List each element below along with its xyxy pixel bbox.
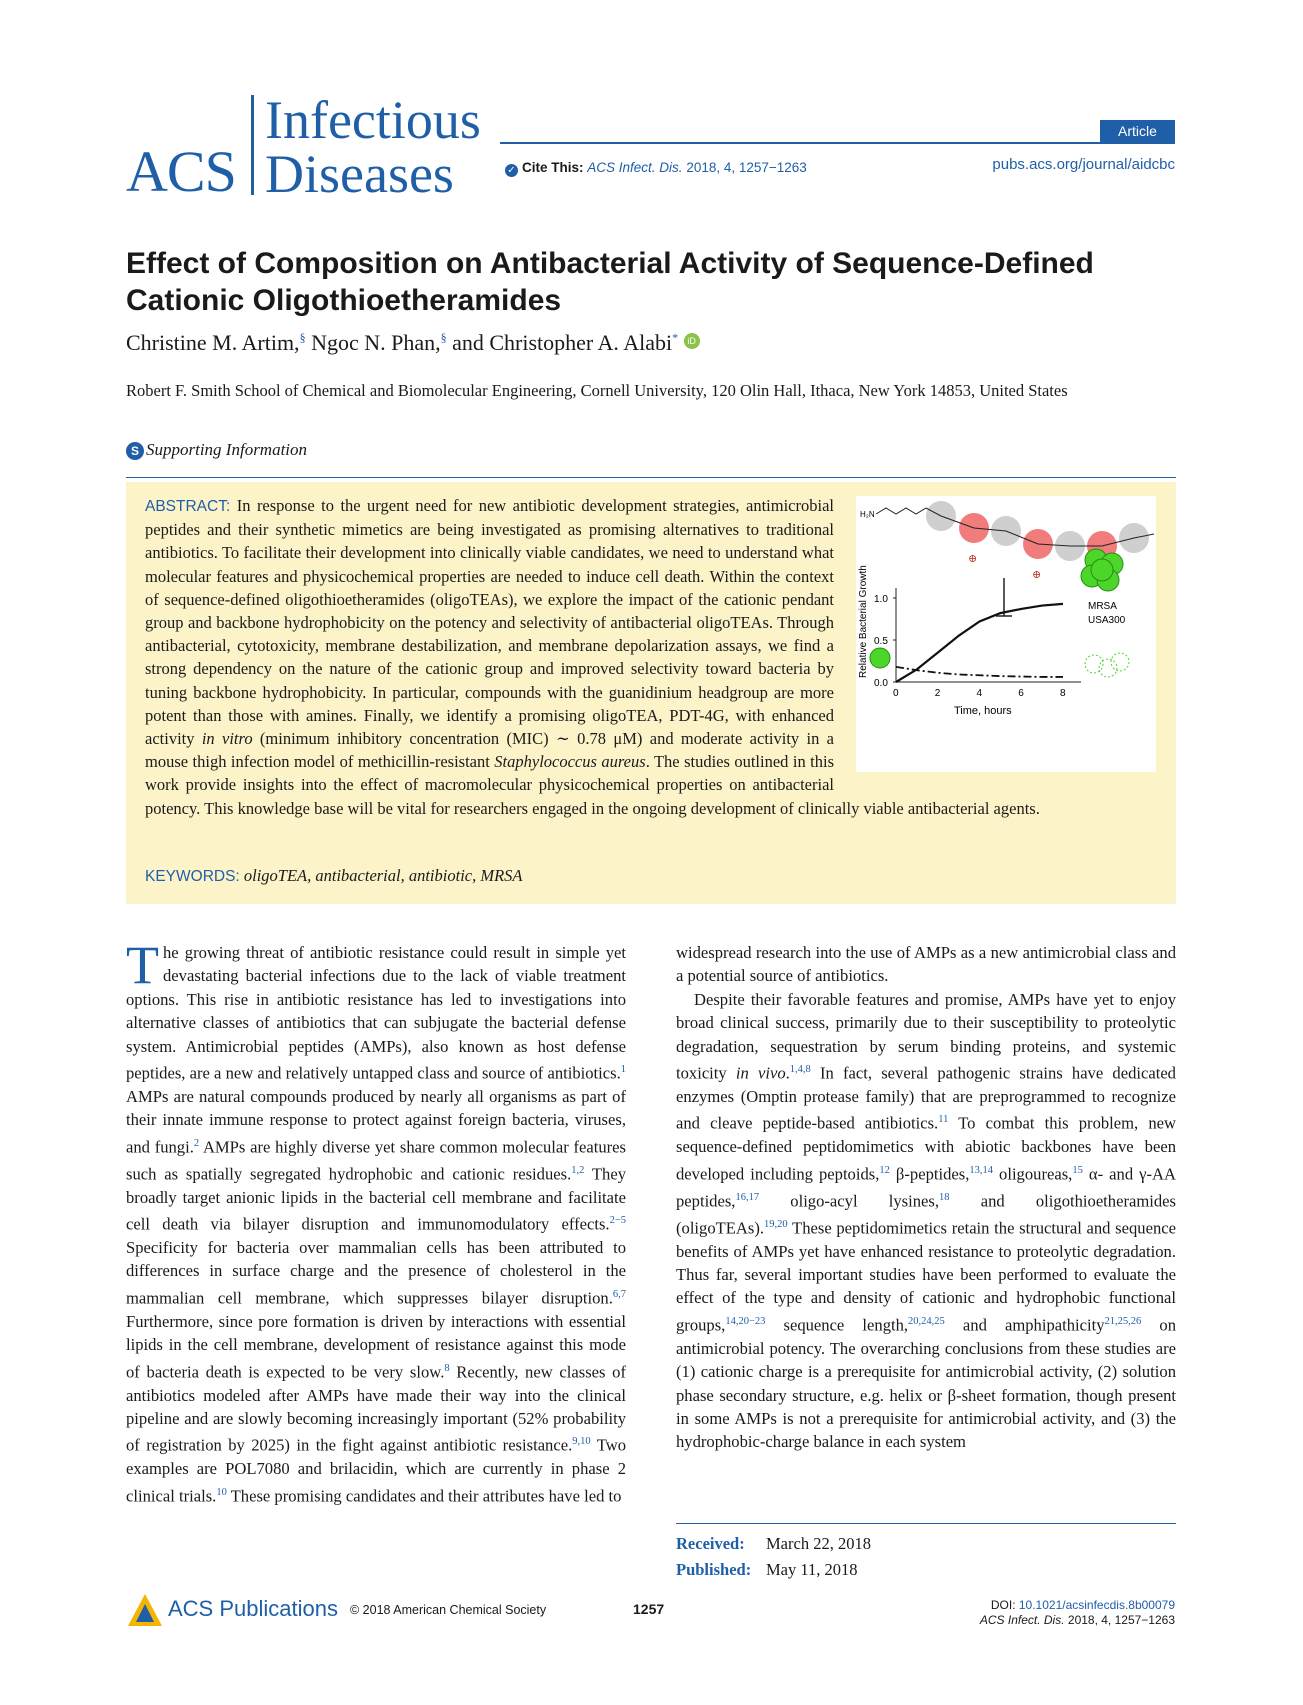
journal-logo-divider bbox=[251, 95, 254, 195]
text-run: sequence length, bbox=[765, 1315, 909, 1335]
toc-graphic-svg bbox=[856, 496, 1156, 772]
copyright: © 2018 American Chemical Society bbox=[350, 1603, 547, 1617]
citation-link[interactable]: 14,20−23 bbox=[725, 1315, 766, 1327]
journal-name-line2: Diseases bbox=[265, 144, 454, 204]
bacteria-cluster-treated bbox=[1085, 653, 1129, 677]
drop-cap: T bbox=[126, 935, 159, 995]
citation-link[interactable]: 20,24,25 bbox=[908, 1315, 945, 1327]
author-2[interactable]: Ngoc N. Phan, bbox=[305, 330, 441, 355]
abstract-part1: In response to the urgent need for new antibiotic development strategies, antimicrobial peptides and their synthetic mimetics are being investigated as promising alternatives to traditional antibiotics. To facilitate their development into clinically viable candidates, we need to understand what molecular features and physicochemical properties are needed to induce cell death. Within the context of sequence-defined oligothioetheramides (oligoTEAs), we explore the impact of the cationic pendant group and backbone hydrophobicity on the potency and selectivity of antibacterial oligoTEAs. Through antibacterial, cytotoxicity, membrane destabilization, and membrane depolarization assays, we find a strong dependency on the nature of the cationic group and improved selectivity toward bacteria by tuning backbone hydrophobicity. In particular, compounds with the guanidinium headgroup are more potent than those with amines. Finally, we identify a promising oligoTEA, PDT-4G, with enhanced activity bbox=[145, 496, 834, 749]
chart-x-tick-label: 8 bbox=[1060, 688, 1066, 699]
acs-logo-icon[interactable] bbox=[126, 1592, 164, 1634]
molecule-amine-label: H₂N bbox=[860, 510, 875, 519]
chart-x-tick-label: 4 bbox=[976, 688, 983, 699]
citation-link[interactable]: 9,10 bbox=[572, 1436, 591, 1448]
paragraph: widespread research into the use of AMPs as a new antimicrobial class and a potential source of antibiotics. bbox=[676, 943, 1176, 986]
section-rule bbox=[126, 477, 1176, 478]
molecule-backbone-1 bbox=[876, 508, 926, 514]
intro-paragraph bbox=[126, 935, 627, 1508]
chart-x-tick-label: 6 bbox=[1018, 688, 1024, 699]
text-run: oligo-acyl lysines, bbox=[759, 1191, 940, 1211]
abstract-label: ABSTRACT: bbox=[145, 498, 231, 515]
text-run: AMPs are highly diverse yet share common molecular features such as spatially segregated hydrophobic and cationic residues. bbox=[126, 1137, 626, 1184]
author-2-note[interactable]: § bbox=[440, 330, 447, 345]
text-run: Furthermore, since pore formation is driven by interactions with essential lipids in the cell membrane, development of resistance against this mode of bacteria death is expected to be very slow. bbox=[126, 1311, 626, 1382]
text-run: Two examples are POL7080 and brilacidin, which are currently in phase 2 clinical trials. bbox=[126, 1435, 626, 1506]
citation-link[interactable]: 2−5 bbox=[609, 1215, 626, 1227]
citation-link[interactable]: 16,17 bbox=[735, 1191, 760, 1203]
doi-label: DOI: bbox=[990, 1598, 1019, 1612]
text-run: Despite their favorable features and promise, AMPs have yet to enjoy broad clinical success, primarily due to their susceptibility to proteolytic degradation, sequestration by serum binding proteins, and systemic toxicity bbox=[676, 989, 1176, 1083]
text-run: and amphipathicity bbox=[944, 1315, 1105, 1335]
text-run: Recently, new classes of antibiotics modeled after AMPs have made their way into the clinical pipeline and are slowly becoming increasingly important (52% probability of registration by 2025) in the fight against antibiotic resistance. bbox=[126, 1362, 626, 1455]
citation-link[interactable]: 13,14 bbox=[969, 1164, 993, 1176]
chart-y-label: Relative Bacterial Growth bbox=[858, 565, 869, 678]
abstract-part3: . The studies outlined in this work provide insights into the effect of macromolecular physicochemical properties on antibacterial potency. This knowledge base will be vital for researchers engaged in the ongoing development of clinically viable antibacterial agents. bbox=[145, 752, 1040, 818]
published-value: May 11, 2018 bbox=[766, 1560, 858, 1579]
supporting-info-icon[interactable]: S bbox=[126, 442, 144, 460]
chart-x-label: Time, hours bbox=[954, 705, 1012, 717]
text-run: These peptidomimetics retain the structural and sequence benefits of AMPs yet have enhanced resistance to proteolytic degradation. Thus far, several important studies have been performed to evaluate the effect of the type and density of cationic and hydrophobic functional groups, bbox=[676, 1218, 1176, 1335]
header-rule bbox=[500, 142, 1175, 144]
citation-link[interactable]: 11 bbox=[938, 1114, 949, 1126]
corresponding-author-mark[interactable]: * bbox=[672, 330, 679, 345]
dates-rule bbox=[676, 1523, 1176, 1524]
citation-link[interactable]: 12 bbox=[879, 1164, 890, 1176]
chart-x-tick-label: 2 bbox=[934, 688, 941, 699]
text-run: These promising candidates and their attributes have led to bbox=[226, 1486, 622, 1506]
text-run: Specificity for bacteria over mammalian cells has been attributed to differences in surface charge and the presence of cholesterol in the mammalian cell membrane, which suppresses bilayer disruption. bbox=[126, 1238, 626, 1308]
text-run: on antimicrobial potency. The overarching conclusions from these studies are (1) cationic charge is a prerequisite for antimicrobial activity, (2) solution phase secondary structure, e.g. helix or β-sheet formation, though present in some AMPs is not a prerequisite for antimicrobial activity, and (3) the hydrophobic-charge balance in each system bbox=[676, 1315, 1176, 1452]
text-run: They broadly target anionic lipids in the bacterial cell membrane and facilitate cell death via bilayer disruption and immunomodulatory effects. bbox=[126, 1164, 627, 1234]
article-type-badge: Article bbox=[1100, 120, 1175, 142]
footer-doi bbox=[980, 1598, 1175, 1628]
chart-ticks bbox=[874, 594, 1066, 699]
chart-series-pdt-4g bbox=[896, 667, 1063, 677]
published-label: Published: bbox=[676, 1560, 752, 1579]
cite-details[interactable]: 2018, 4, 1257−1263 bbox=[686, 160, 807, 175]
text-run: β-peptides, bbox=[889, 1164, 970, 1184]
journal-logo-acs: ACS bbox=[126, 139, 236, 204]
text-run: To combat this problem, new sequence-defined peptidomimetics with abiotic backbones have been developed including peptoids, bbox=[676, 1113, 1176, 1184]
acs-publications-link[interactable]: ACS Publications bbox=[168, 1596, 338, 1621]
received-value: March 22, 2018 bbox=[766, 1534, 871, 1553]
cite-label: Cite This: bbox=[522, 160, 584, 175]
strain-id: USA300 bbox=[1088, 615, 1126, 626]
text-run: α- and γ-AA peptides, bbox=[676, 1164, 1177, 1211]
footer-citation-journal: ACS Infect. Dis. bbox=[979, 1613, 1065, 1627]
strain-label: MRSA bbox=[1088, 601, 1117, 612]
doi-link[interactable]: 10.1021/acsinfecdis.8b00079 bbox=[1018, 1598, 1175, 1612]
citation-link[interactable]: 6,7 bbox=[612, 1288, 626, 1300]
chart-y-tick-label: 0.5 bbox=[874, 636, 888, 647]
keywords-list: oligoTEA, antibacterial, antibiotic, MRSA bbox=[243, 866, 523, 885]
citation-link[interactable]: 18 bbox=[939, 1191, 950, 1203]
text-run-italic: in vivo bbox=[735, 1063, 786, 1083]
journal-name-line1: Infectious bbox=[265, 90, 481, 150]
citation-link[interactable]: 8 bbox=[444, 1362, 450, 1374]
citation-link[interactable]: 19,20 bbox=[764, 1218, 788, 1230]
chart-x-tick-label: 0 bbox=[893, 688, 899, 699]
body-column-left bbox=[126, 935, 627, 1508]
text-run: he growing threat of antibiotic resistance could result in simple yet devastating bacterial infections due to the lack of viable treatment options. This rise in antibiotic resistance has led to investigations into alternative classes of antibiotics that can subjugate the bacterial defense system. Antimicrobial peptides (AMPs), also known as host defense peptides, are a new and relatively untapped class and source of antibiotics. bbox=[126, 943, 626, 1083]
article-title: Effect of Composition on Antibacterial Activity of Sequence-Defined Cationic Oligothioetheramides bbox=[126, 247, 1094, 317]
toc-graphic bbox=[856, 496, 1156, 772]
chart-y-tick-label: 1.0 bbox=[874, 594, 888, 605]
cite-journal[interactable]: ACS Infect. Dis. bbox=[587, 160, 683, 175]
page-number: 1257 bbox=[633, 1601, 665, 1617]
citation-link[interactable]: 1,4,8 bbox=[789, 1064, 811, 1076]
keywords bbox=[145, 866, 523, 886]
affiliation: Robert F. Smith School of Chemical and Biomolecular Engineering, Cornell University, 120 Olin Hall, Ithaca, New York 14853, United States bbox=[126, 381, 1068, 400]
abstract-in-vitro: in vitro bbox=[201, 729, 253, 749]
journal-url-link[interactable]: pubs.acs.org/journal/aidcbc bbox=[992, 156, 1175, 173]
abstract-species: Staphylococcus aureus bbox=[494, 752, 646, 772]
author-1-note[interactable]: § bbox=[299, 330, 306, 345]
footer-citation-details: 2018, 4, 1257−1263 bbox=[1064, 1613, 1175, 1627]
orcid-icon[interactable]: iD bbox=[684, 333, 700, 349]
plus-charge-icon: ⊕ bbox=[1032, 568, 1042, 581]
check-circle-icon: ✓ bbox=[505, 164, 518, 177]
text-run: . bbox=[785, 1063, 790, 1083]
author-1[interactable]: Christine M. Artim, bbox=[126, 330, 300, 355]
received-date bbox=[676, 1534, 871, 1554]
author-list bbox=[126, 330, 700, 356]
chart-y-tick-label: 0.0 bbox=[874, 678, 888, 689]
received-label: Received: bbox=[676, 1534, 745, 1553]
citation-link[interactable]: 1 bbox=[620, 1064, 626, 1076]
abstract-part2: (minimum inhibitory concentration (MIC) ∼ 0.78 μM) and moderate activity in a mouse thigh infection model of methicillin-resistant bbox=[145, 729, 835, 772]
text-run: oligoureas, bbox=[992, 1164, 1073, 1184]
published-date bbox=[676, 1560, 858, 1580]
cite-this[interactable] bbox=[505, 160, 807, 177]
chart-lines bbox=[896, 604, 1063, 682]
author-3[interactable]: and Christopher A. Alabi bbox=[446, 330, 673, 355]
citation-link[interactable]: 10 bbox=[216, 1486, 227, 1498]
text-run: In fact, several pathogenic strains have dedicated enzymes (Omptin protease family) that are preprogrammed to recognize and cleave peptide-based antibiotics. bbox=[676, 1063, 1176, 1133]
bacteria-cluster-untreated bbox=[1081, 549, 1123, 591]
citation-link[interactable]: 15 bbox=[1072, 1164, 1083, 1176]
paragraph bbox=[676, 988, 1176, 1454]
body-column-right bbox=[676, 941, 1176, 1454]
citation-link[interactable]: 21,25,26 bbox=[1104, 1315, 1142, 1327]
citation-link[interactable]: 1,2 bbox=[571, 1164, 585, 1176]
supporting-info-link[interactable]: Supporting Information bbox=[146, 440, 308, 459]
bacteria-single bbox=[870, 648, 890, 668]
citation-link[interactable]: 2 bbox=[193, 1137, 200, 1149]
keywords-label: KEYWORDS: bbox=[145, 868, 240, 885]
chart-series-untreated bbox=[896, 604, 1063, 682]
text-run: AMPs are natural compounds produced by nearly all organisms as part of their innate immune response to protect against foreign bacteria, viruses, and fungi. bbox=[126, 1086, 626, 1157]
plus-charge-icon: ⊕ bbox=[968, 552, 978, 565]
text-run: and oligothioetheramides (oligoTEAs). bbox=[676, 1191, 1176, 1238]
